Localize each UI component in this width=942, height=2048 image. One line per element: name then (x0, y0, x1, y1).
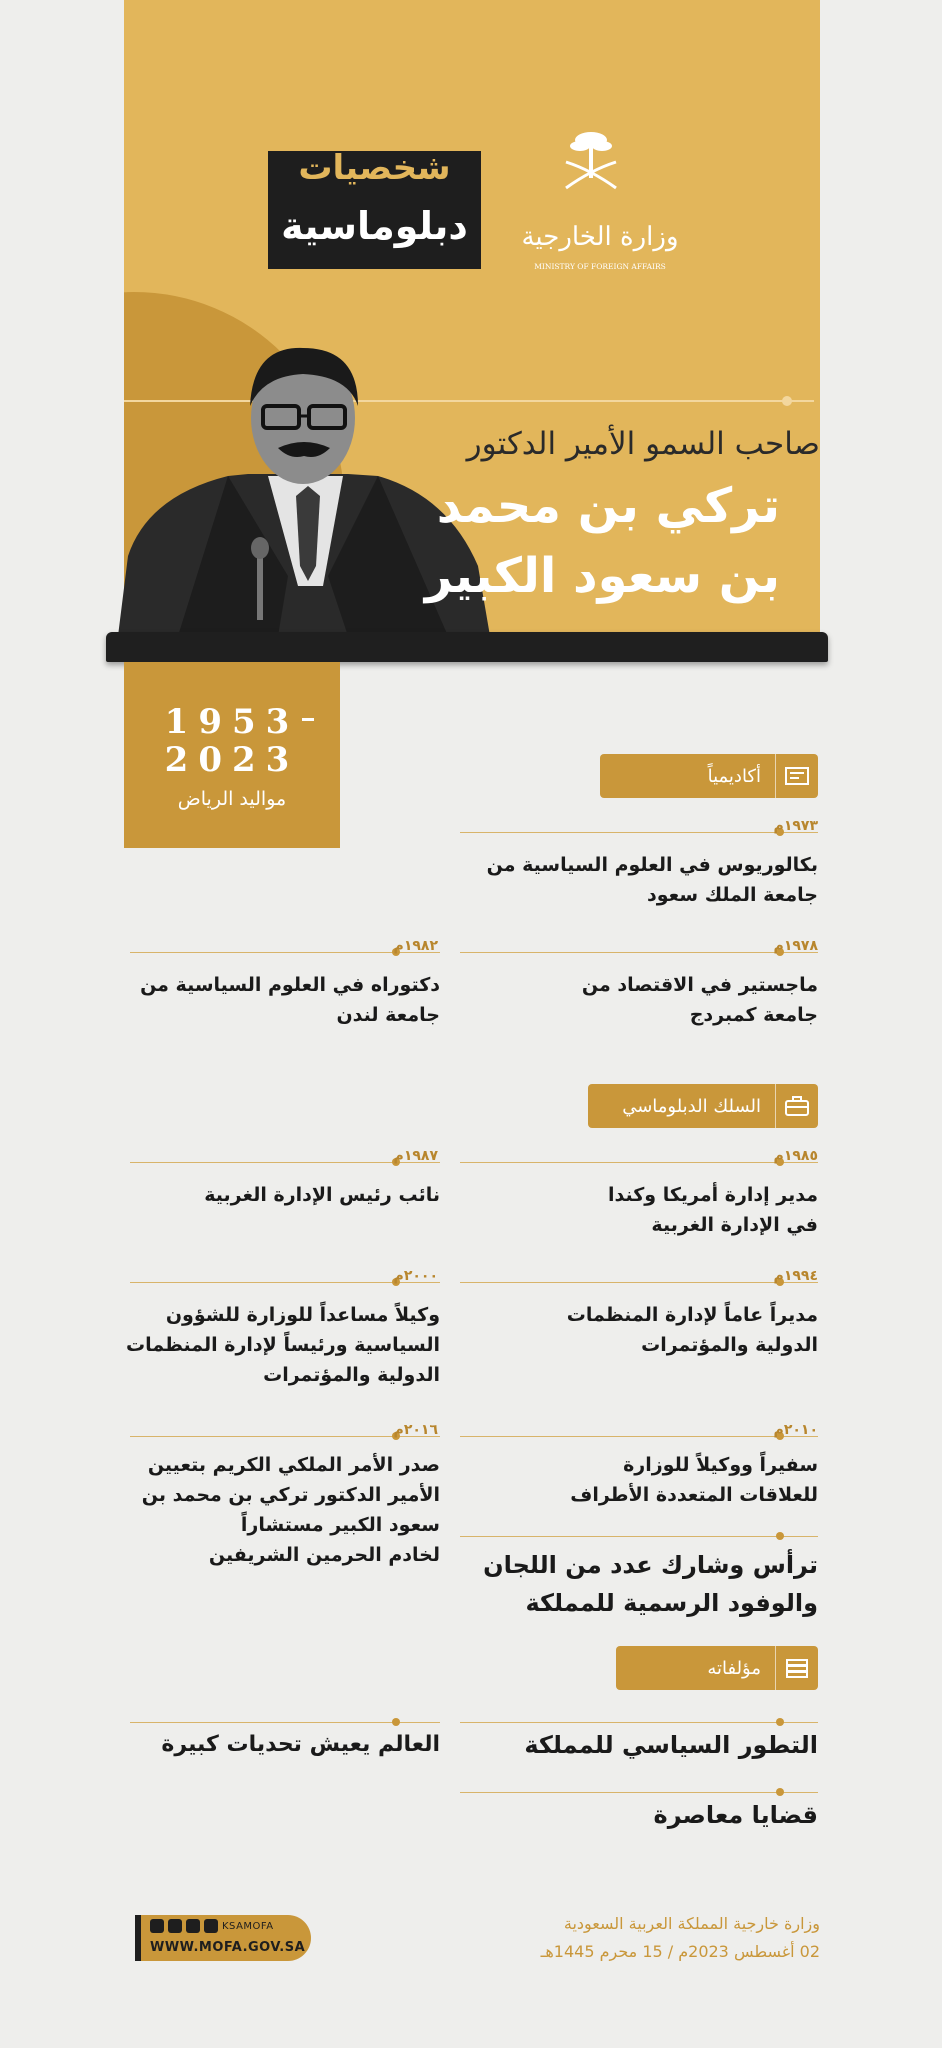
entry-year: ٢٠٠٠م (393, 1268, 438, 1284)
name-line-1: تركي بن محمد (436, 478, 780, 534)
section-label-diplomatic: السلك الدبلوماسي (622, 1095, 761, 1117)
diplomatic-entry-2000: وكيلاً مساعداً للوزارة للشؤون السياسية ورئيساً لإدارة المنظمات الدولية والمؤتمرات (126, 1304, 440, 1386)
academic-entry-master: ماجستير في الاقتصاد من جامعة كمبردج (581, 974, 818, 1026)
timeline-line (460, 1722, 818, 1723)
ministry-name-arabic: وزارة الخارجية (521, 222, 679, 252)
entry-year: ٢٠١٠م (773, 1422, 818, 1438)
section-tab-diplomatic (588, 1084, 818, 1128)
header-base-bar (106, 632, 828, 662)
honorific-title: صاحب السمو الأمير الدكتور (466, 426, 820, 462)
diplomatic-entry-2010: سفيراً ووكيلاً للوزارة للعلاقات المتعددة الأطراف (570, 1454, 818, 1506)
work-title: العالم يعيش تحديات كبيرة (161, 1732, 440, 1757)
entry-year: ١٩٧٣م (773, 818, 818, 834)
youtube-icon[interactable] (150, 1919, 164, 1933)
timeline-line (460, 1536, 818, 1537)
work-title: التطور السياسي للمملكة (524, 1731, 818, 1759)
certificate-icon (775, 754, 818, 798)
section-tab-academic (600, 754, 818, 798)
work-title: قضايا معاصرة (653, 1801, 818, 1829)
entry-year: ١٩٩٤م (773, 1268, 818, 1284)
social-handle: KSAMOFA (222, 1921, 274, 1932)
entry-year: ١٩٨٥م (773, 1148, 818, 1164)
section-tab-works (616, 1646, 818, 1690)
timeline-dot (392, 1718, 400, 1726)
birth-place: مواليد الرياض (177, 788, 287, 810)
death-year: 2023 (164, 740, 300, 780)
social-icons (150, 1919, 218, 1933)
timeline-line (460, 1792, 818, 1793)
footer-badge-accent (135, 1915, 141, 1961)
section-label-works: مؤلفاته (707, 1657, 761, 1679)
facebook-icon[interactable] (168, 1919, 182, 1933)
timeline-dot (776, 1532, 784, 1540)
diplomatic-entry-1994: مديراً عاماً لإدارة المنظمات الدولية والمؤتمرات (566, 1304, 818, 1356)
diplomatic-entry-2016: صدر الأمر الملكي الكريم بتعيين الأمير الدكتور تركي بن محمد بن سعود الكبير مستشاراً لخادم الحرمين الشريفين (141, 1454, 440, 1566)
books-icon (775, 1646, 818, 1690)
entry-year: ٢٠١٦م (393, 1422, 438, 1438)
years-separator (302, 718, 314, 721)
timeline-dot (776, 1718, 784, 1726)
ministry-name-english: MINISTRY OF FOREIGN AFFAIRS (534, 262, 666, 271)
entry-year: ١٩٧٨م (773, 938, 818, 954)
section-label-academic: أكاديمياً (707, 765, 761, 787)
birth-year: 1953 (164, 702, 300, 742)
diplomatic-entry-1985: مدير إدارة أمريكا وكندا في الإدارة الغربية (608, 1184, 818, 1236)
footer-date: 02 أغسطس 2023م / 15 محرم 1445هـ (540, 1942, 820, 1961)
footer-ministry-name: وزارة خارجية المملكة العربية السعودية (563, 1914, 820, 1933)
academic-entry-bachelor: بكالوريوس في العلوم السياسية من جامعة الملك سعود (486, 854, 818, 906)
academic-entry-doctorate: دكتوراه في العلوم السياسية من جامعة لندن (140, 974, 440, 1026)
diplomatic-entry-committees: ترأس وشارك عدد من اللجان والوفود الرسمية للمملكة (483, 1551, 818, 1617)
briefcase-icon (775, 1084, 818, 1128)
entry-year: ١٩٨٢م (393, 938, 438, 954)
series-title-top: شخصيات (298, 148, 451, 188)
website-link[interactable]: WWW.MOFA.GOV.SA (150, 1940, 306, 1955)
twitter-icon[interactable] (204, 1919, 218, 1933)
diplomatic-entry-1987: نائب رئيس الإدارة الغربية (204, 1184, 440, 1206)
series-title-bottom: دبلوماسية (281, 204, 468, 248)
palm-swords-emblem-icon (556, 126, 626, 196)
entry-year: ١٩٨٧م (393, 1148, 438, 1164)
instagram-icon[interactable] (186, 1919, 200, 1933)
header-divider-dot (782, 396, 792, 406)
timeline-dot (776, 1788, 784, 1796)
name-line-2: بن سعود الكبير (424, 548, 780, 604)
